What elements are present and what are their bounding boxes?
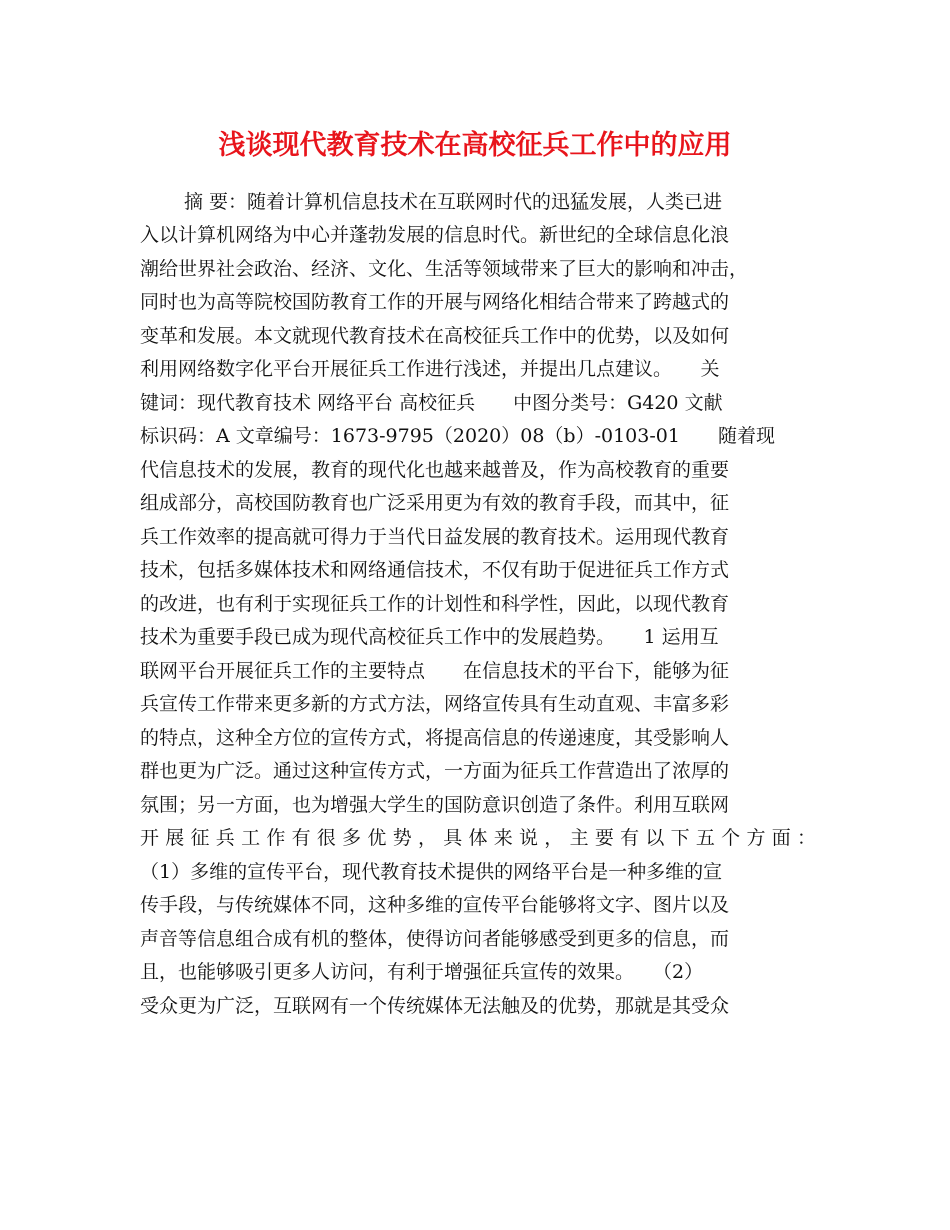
body-line: 声音等信息组合成有机的整体，使得访问者能够感受到更多的信息，而 <box>140 928 730 950</box>
body-line: 同时也为高等院校国防教育工作的开展与网络化相结合带来了跨越式的 <box>140 291 730 313</box>
body-line: 技术为重要手段已成为现代高校征兵工作中的发展趋势。 1 运用互 <box>140 626 719 648</box>
body-line: 技术，包括多媒体技术和网络通信技术，不仅有助于促进征兵工作方式 <box>140 559 730 581</box>
body-line: 兵宣传工作带来更多新的方式方法，网络宣传具有生动直观、丰富多彩 <box>140 693 730 715</box>
body-line: 键词：现代教育技术 网络平台 高校征兵 中图分类号：G420 文献 <box>140 392 723 414</box>
body-line: 变革和发展。本文就现代教育技术在高校征兵工作中的优势，以及如何 <box>140 325 730 347</box>
body-line: 联网平台开展征兵工作的主要特点 在信息技术的平台下，能够为征 <box>140 660 730 682</box>
body-line: 开展征兵工作有很多优势，具体来说，主要有以下五个方面： <box>140 827 816 849</box>
body-line: 组成部分，高校国防教育也广泛采用更为有效的教育手段，而其中，征 <box>140 492 730 514</box>
body-line: 标识码：A 文章编号：1673-9795（2020）08（b）-0103-01 随着现 <box>140 425 775 447</box>
body-line: 传手段，与传统媒体不同，这种多维的宣传平台能够将文字、图片以及 <box>140 894 730 916</box>
body-line: 的特点，这种全方位的宣传方式，将提高信息的传递速度，其受影响人 <box>140 727 730 749</box>
document-title: 浅谈现代教育技术在高校征兵工作中的应用 <box>218 130 732 161</box>
body-line: 受众更为广泛，互联网有一个传统媒体无法触及的优势，那就是其受众 <box>140 995 730 1017</box>
body-line: 氛围；另一方面，也为增强大学生的国防意识创造了条件。利用互联网 <box>140 794 730 816</box>
body-line: 代信息技术的发展，教育的现代化也越来越普及，作为高校教育的重要 <box>140 459 730 481</box>
body-line: （1）多维的宣传平台，现代教育技术提供的网络平台是一种多维的宣 <box>140 861 723 883</box>
body-line: 潮给世界社会政治、经济、文化、生活等领域带来了巨大的影响和冲击， <box>140 258 749 280</box>
body-line: 入以计算机网络为中心并蓬勃发展的信息时代。新世纪的全球信息化浪 <box>140 224 730 246</box>
body-line: 兵工作效率的提高就可得力于当代日益发展的教育技术。运用现代教育 <box>140 526 730 548</box>
body-line: 且，也能够吸引更多人访问，有利于增强征兵宣传的效果。 （2） <box>140 961 704 983</box>
body-line: 的改进，也有利于实现征兵工作的计划性和科学性，因此，以现代教育 <box>140 593 730 615</box>
body-line: 利用网络数字化平台开展征兵工作进行浅述，并提出几点建议。 关 <box>140 358 720 380</box>
body-line: 摘 要：随着计算机信息技术在互联网时代的迅猛发展，人类已进 <box>184 191 723 213</box>
body-line: 群也更为广泛。通过这种宣传方式，一方面为征兵工作营造出了浓厚的 <box>140 760 730 782</box>
